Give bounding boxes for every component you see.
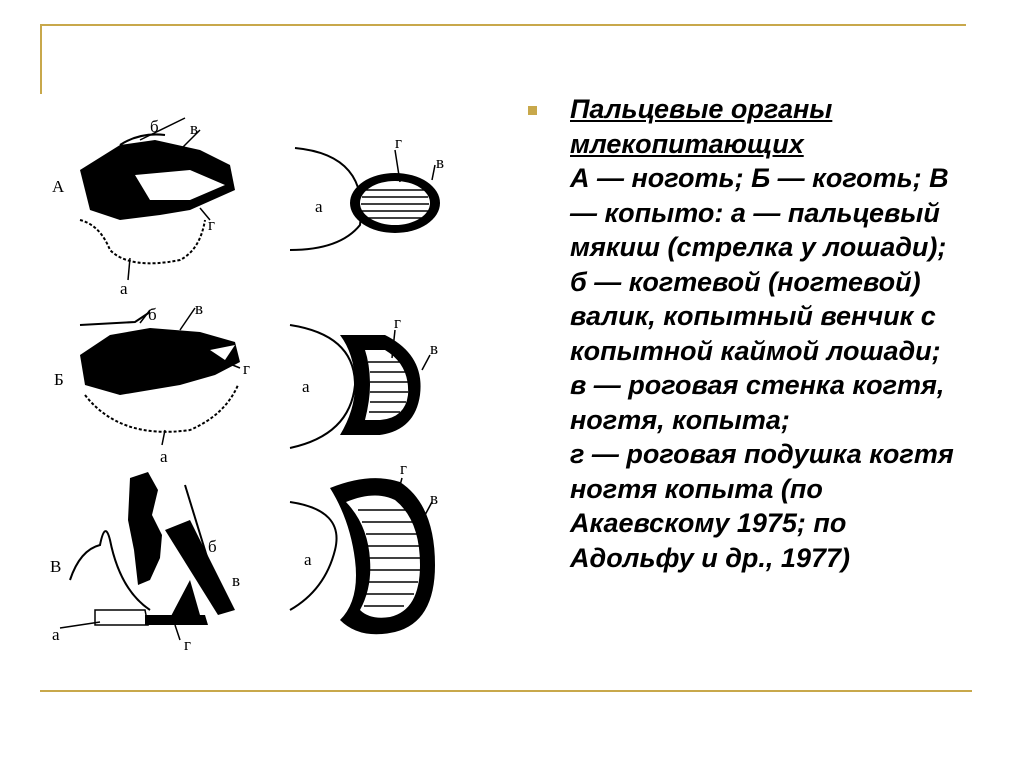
- hoof-bottom-view: [290, 478, 435, 634]
- label-g-4: г: [394, 313, 401, 332]
- row-label-a: А: [52, 177, 65, 196]
- bottom-divider: [40, 690, 972, 692]
- row-label-b: Б: [54, 370, 64, 389]
- label-g-3: г: [243, 359, 250, 378]
- label-v: в: [190, 119, 199, 138]
- caption-block: [536, 92, 976, 575]
- bullet-icon: [528, 106, 537, 115]
- label-g-2: г: [395, 133, 402, 152]
- label-b: б: [150, 117, 159, 136]
- label-b-5: б: [208, 537, 217, 556]
- label-v-3: в: [195, 299, 204, 318]
- row-label-v: В: [50, 557, 62, 576]
- claw-bottom-view: [290, 325, 430, 448]
- label-a-3: а: [160, 447, 168, 466]
- label-a: а: [120, 279, 128, 298]
- label-g: г: [208, 215, 215, 234]
- label-g-6: г: [400, 459, 407, 478]
- nail-bottom-view: [290, 148, 440, 250]
- label-g-5: г: [184, 635, 191, 650]
- nail-side-view: [80, 118, 235, 280]
- label-v-2: в: [436, 153, 445, 172]
- slide-title: Пальцевые органы млекопитающих: [570, 94, 833, 159]
- label-v-6: в: [430, 489, 439, 508]
- hoof-side-view: [60, 472, 235, 640]
- digit-organs-figure: [40, 110, 510, 650]
- label-a-5: а: [52, 625, 60, 644]
- caption-text: А — ноготь; Б — коготь; В — копыто: а — пальцевый мякиш (стрелка у лошади); б — когтевой (ногтевой) валик, копытный венчик с копытной каймой лошади; в — роговая стенка когтя, ногтя, копыта; г — роговая подушка когтя ногтя копыта (по Акаевскому 1975; по Адольфу и др., 1977): [570, 163, 954, 573]
- left-divider: [40, 24, 42, 94]
- label-a-4: а: [302, 377, 310, 396]
- label-v-5: в: [232, 571, 241, 590]
- label-b-3: б: [148, 305, 157, 324]
- label-a-2: а: [315, 197, 323, 216]
- label-v-4: в: [430, 339, 439, 358]
- top-divider: [40, 24, 966, 26]
- claw-side-view: [80, 308, 240, 445]
- digit-organs-illustration: [40, 110, 510, 650]
- label-a-6: а: [304, 550, 312, 569]
